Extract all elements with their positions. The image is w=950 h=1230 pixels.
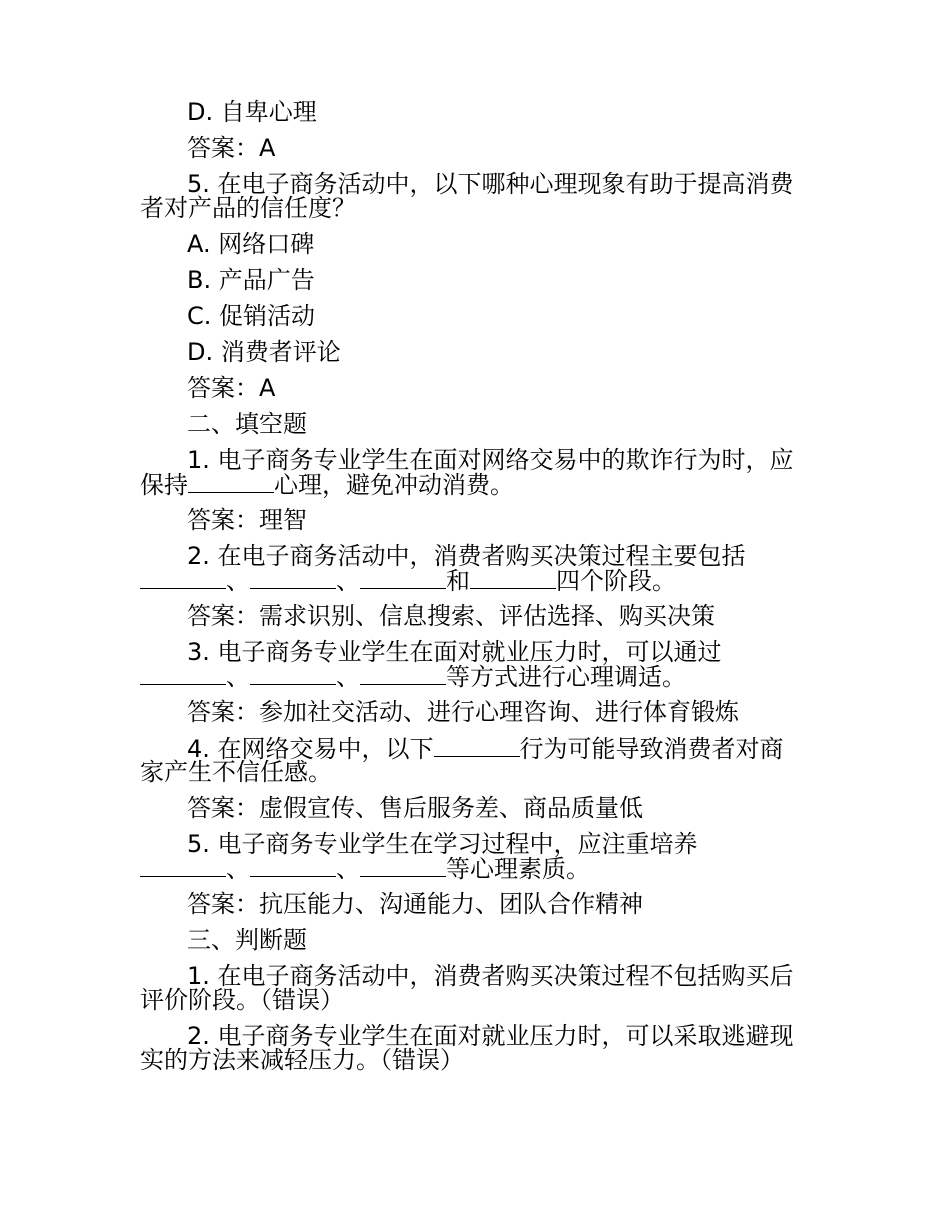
blank xyxy=(140,568,226,589)
tf-q2-line1: 2. 电子商务专业学生在面对就业压力时，可以采取逃避现 xyxy=(187,1022,794,1050)
blank xyxy=(140,856,226,877)
q5-option-c: C. 促销活动 xyxy=(187,302,316,330)
fill-q4-answer: 答案：虚假宣传、售后服务差、商品质量低 xyxy=(187,794,643,822)
fill-q1-line2: 保持 心理，避免冲动消费。 xyxy=(140,471,514,499)
q5-option-b: B. 产品广告 xyxy=(187,266,315,294)
q5-stem-line2: 者对产品的信任度？ xyxy=(140,194,356,222)
fill-q3-line2: 、 、 等方式进行心理调适。 xyxy=(140,664,820,688)
blank xyxy=(250,856,336,877)
blank xyxy=(360,664,446,685)
q5-option-a: A. 网络口碑 xyxy=(187,230,315,258)
fill-q1-answer: 答案：理智 xyxy=(187,506,307,534)
fill-q5-line2: 、 、 等心理素质。 xyxy=(140,856,820,880)
tf-q1-line2: 评价阶段。（错误） xyxy=(140,986,344,1014)
blank xyxy=(250,568,336,589)
q5-stem-line1: 5. 在电子商务活动中，以下哪种心理现象有助于提高消费 xyxy=(187,170,794,198)
fill-q4-line2: 家产生不信任感。 xyxy=(140,758,332,786)
blank xyxy=(140,664,226,685)
q4-answer: 答案：A xyxy=(187,134,276,162)
blank xyxy=(434,736,520,757)
fill-q5-answer: 答案：抗压能力、沟通能力、团队合作精神 xyxy=(187,890,643,918)
section3-title: 三、判断题 xyxy=(187,926,307,954)
section2-title: 二、填空题 xyxy=(187,410,307,438)
q5-option-d: D. 消费者评论 xyxy=(187,338,341,366)
blank xyxy=(360,856,446,877)
fill-q5-line1: 5. 电子商务专业学生在学习过程中，应注重培养 xyxy=(187,830,698,858)
fill-q3-answer: 答案：参加社交活动、进行心理咨询、进行体育锻炼 xyxy=(187,698,739,726)
fill-q3-line1: 3. 电子商务专业学生在面对就业压力时，可以通过 xyxy=(187,638,722,666)
fill-q4-line1: 4. 在网络交易中，以下 行为可能导致消费者对商 xyxy=(187,735,784,763)
blank xyxy=(250,664,336,685)
fill-q2-answer: 答案：需求识别、信息搜索、评估选择、购买决策 xyxy=(187,602,715,630)
document-content xyxy=(140,100,820,1072)
tf-q2-line2: 实的方法来减轻压力。（错误） xyxy=(140,1046,464,1074)
blank xyxy=(188,472,274,493)
q4-option-d: D. 自卑心理 xyxy=(187,98,317,126)
fill-q2-line1: 2. 在电子商务活动中，消费者购买决策过程主要包括 xyxy=(187,542,746,570)
fill-q2-line2: 、 、 和 四个阶段。 xyxy=(140,568,820,592)
blank xyxy=(470,568,556,589)
blank xyxy=(360,568,446,589)
fill-q1-line1: 1. 电子商务专业学生在面对网络交易中的欺诈行为时，应 xyxy=(187,446,794,474)
tf-q1-line1: 1. 在电子商务活动中，消费者购买决策过程不包括购买后 xyxy=(187,962,794,990)
q5-answer: 答案：A xyxy=(187,374,276,402)
